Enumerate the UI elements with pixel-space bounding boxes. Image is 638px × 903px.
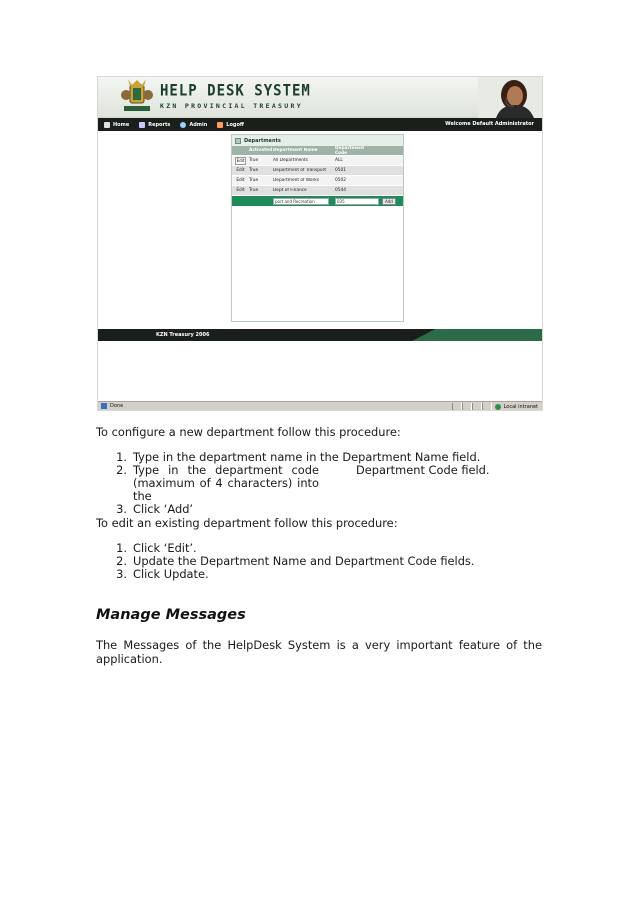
footer-text: KZN Treasury 2006 — [156, 332, 210, 338]
nav-logoff-label: Logoff — [226, 121, 244, 128]
cell-name: Department of Works — [273, 178, 319, 183]
configure-steps — [96, 451, 542, 516]
table-row — [232, 176, 403, 186]
table-row — [232, 166, 403, 176]
list-item: 2. Update the Department Name and Department Code fields. — [116, 554, 475, 568]
brand-subtitle: KZN PROVINCIAL TREASURY — [160, 102, 303, 110]
list-item: 2. Type in the department code (maximum of 4 characters) into the Department Code field. — [116, 463, 490, 503]
browser-status-bar — [98, 401, 542, 410]
logoff-icon — [217, 122, 223, 128]
welcome-message: Welcome Default Administrator — [445, 121, 534, 127]
nav-admin[interactable] — [180, 122, 207, 128]
table-header-row — [232, 146, 403, 156]
nav-reports-label: Reports — [148, 121, 171, 128]
table-row — [232, 156, 403, 166]
col-department-code: Department Code — [335, 145, 365, 156]
nav-home[interactable] — [104, 122, 129, 128]
list-item: 1. Type in the department name in the Department Name field. — [116, 450, 481, 464]
list-item: 3. Click ‘Add’ — [116, 502, 194, 516]
col-activated: Activated — [249, 148, 273, 153]
cell-activated: True — [249, 168, 259, 173]
reports-icon — [139, 122, 145, 128]
zone-text: Local intranet — [503, 403, 538, 410]
edit-steps — [96, 542, 542, 581]
nav-logoff[interactable] — [217, 122, 244, 128]
grid-icon — [235, 138, 241, 144]
col-department-name: Department Name — [273, 148, 318, 153]
page-icon — [101, 403, 107, 409]
status-done — [101, 403, 123, 409]
nav-reports[interactable] — [139, 122, 170, 128]
status-text: Done — [110, 403, 124, 409]
list-item: 3. Click Update. — [116, 567, 209, 581]
nav-home-label: Home — [113, 121, 130, 128]
cell-name: Department of Transport — [273, 168, 327, 173]
add-department-row — [232, 196, 403, 207]
support-agent-photo-icon — [478, 77, 542, 118]
list-item: 1. Click ‘Edit’. — [116, 541, 197, 555]
edit-link[interactable]: Edit — [236, 178, 245, 183]
department-name-input[interactable]: port and Recreation — [273, 198, 329, 205]
departments-header — [232, 135, 403, 146]
nav-admin-label: Admin — [189, 121, 208, 128]
manage-paragraph: The Messages of the HelpDesk System is a very important feature of the application. — [96, 638, 542, 666]
add-button[interactable]: Add — [382, 198, 396, 205]
app-banner — [98, 77, 542, 118]
brand-title: HELP DESK SYSTEM — [160, 81, 311, 101]
cell-code: 0502 — [335, 178, 346, 183]
cell-activated: True — [249, 188, 259, 193]
cell-code: ALL — [335, 158, 343, 163]
cell-activated: True — [249, 158, 259, 163]
departments-title: Departments — [244, 137, 281, 144]
section-heading: Manage Messages — [96, 607, 246, 623]
cell-code: 0544 — [335, 188, 346, 193]
cell-code: 0501 — [335, 168, 346, 173]
home-icon — [104, 122, 110, 128]
status-zone — [452, 403, 538, 410]
edit-intro: To edit an existing department follow this procedure: — [96, 516, 398, 530]
configure-intro: To configure a new department follow this procedure: — [96, 425, 401, 439]
admin-icon — [180, 122, 186, 128]
edit-button[interactable]: Edit — [236, 157, 245, 163]
edit-link[interactable]: Edit — [236, 188, 245, 193]
main-nav — [98, 118, 542, 131]
department-code-input[interactable]: 035 — [335, 198, 379, 205]
edit-link[interactable]: Edit — [236, 168, 245, 173]
kzn-crest-icon — [120, 79, 154, 115]
cell-name: All Departments — [273, 158, 308, 163]
cell-activated: True — [249, 178, 259, 183]
intranet-globe-icon — [495, 404, 501, 410]
departments-panel — [231, 134, 404, 322]
cell-name: Dept of Finance — [273, 188, 307, 193]
helpdesk-screenshot — [97, 76, 543, 411]
table-row — [232, 186, 403, 196]
